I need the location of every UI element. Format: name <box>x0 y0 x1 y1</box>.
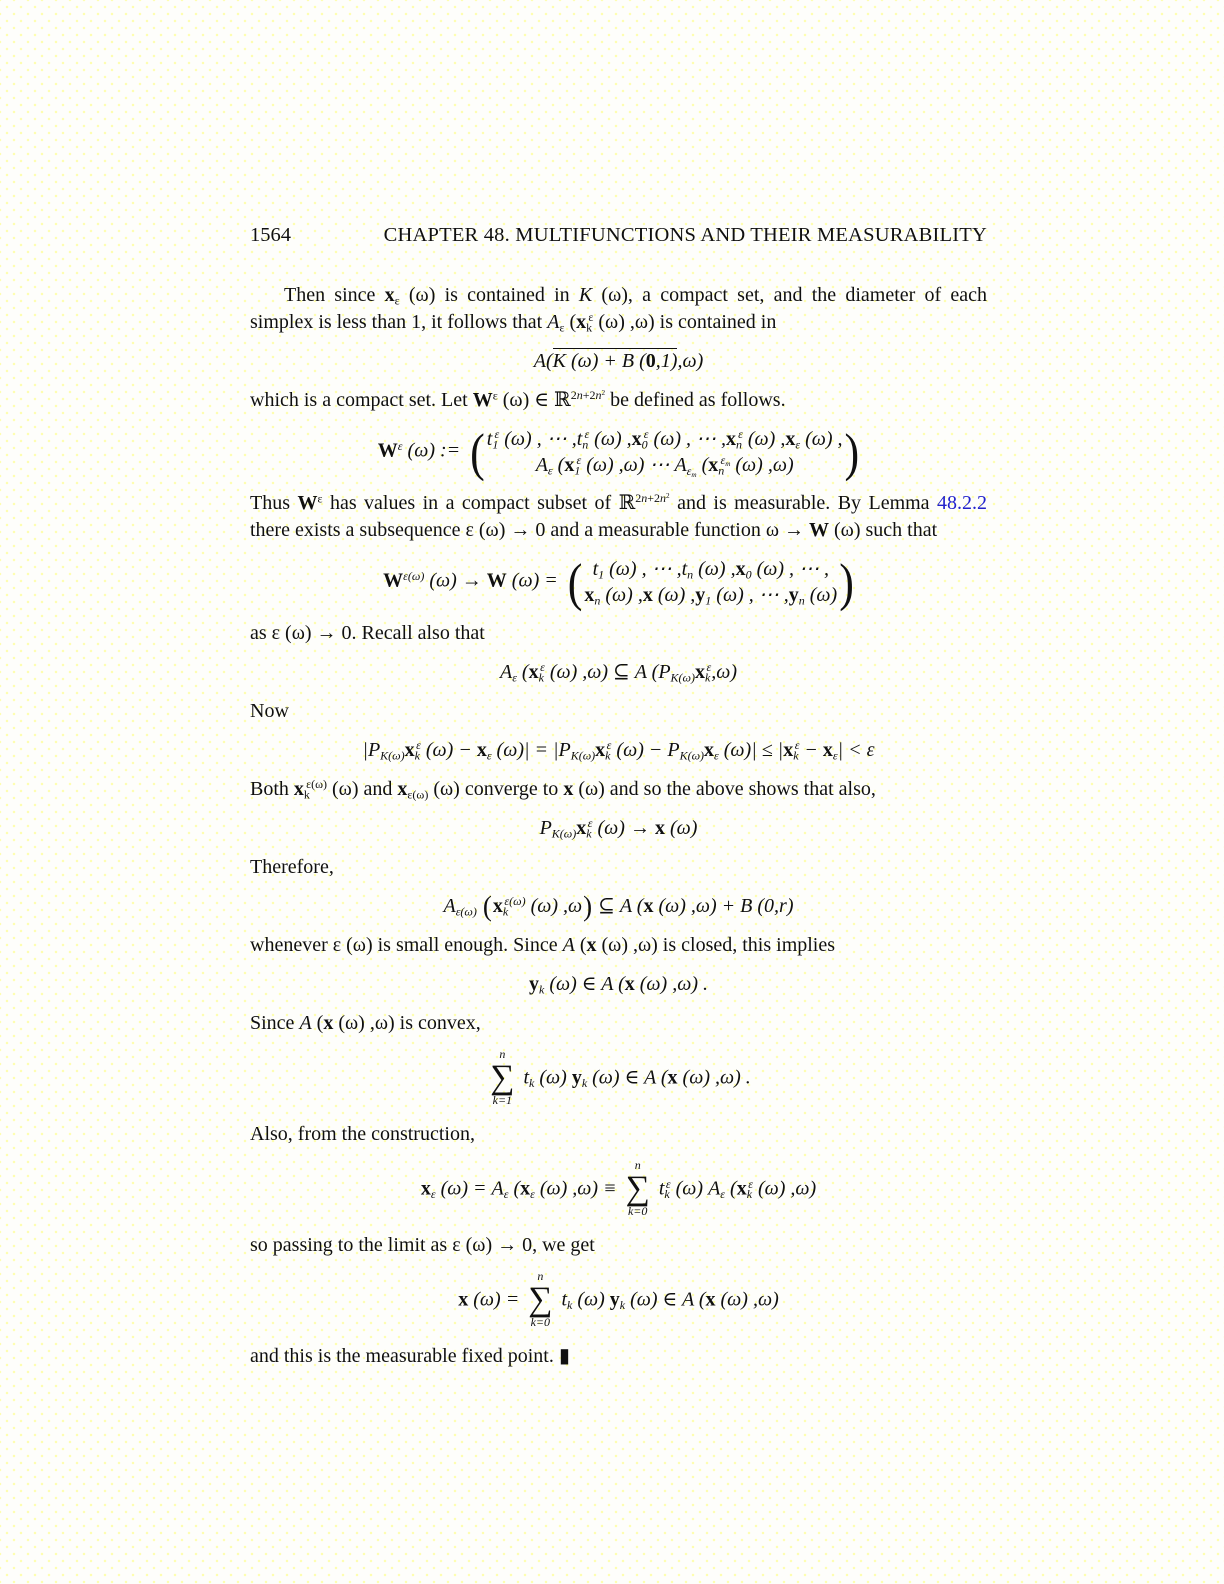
content <box>250 222 987 1373</box>
overline: K (ω) + B (0,1) <box>552 350 678 372</box>
page-body <box>250 282 987 1370</box>
display-equation: $W^{\varepsilon(\omega)}$ (ω) → W (ω) = ( $t_1$ (ω) , ⋯ $,t_n$ (ω) $,x_0$ (ω) , ⋯ , $x_n$ (ω) ,x (ω) $,y_1$ (ω) , ⋯ $,y_n$ (ω) ) <box>383 552 854 612</box>
chapter-title: CHAPTER 48. MULTIFUNCTIONS AND THEIR MEASURABILITY <box>383 224 987 246</box>
display-equation: $A_\varepsilon$ ($x_k^\varepsilon$ (ω) ,ω) ⊆ A $(P_{K(\omega)}x_k^\varepsilon,\omega)$ <box>499 660 738 685</box>
display-equation: A(K (ω) + B (0,1),ω) <box>533 350 704 372</box>
display-equation: $P_{K(\omega)}x_k^\varepsilon$ (ω) → x (ω) <box>539 816 698 841</box>
body-paragraph: Thus $W^\varepsilon$ has values in a compact subset of ℝ$^{2n+2n^2}$ and is measurable. By Lemma 48.2.2 there exists a subsequence ε (ω) → 0 and a measurable function ω → W (ω) such that <box>250 491 988 541</box>
body-paragraph: as ε (ω) → 0. Recall also that <box>250 622 485 644</box>
big-paren-left: ( <box>567 552 583 612</box>
matrix: ( $t_1^\varepsilon$ (ω) , ⋯ $,t_n^\varepsilon$ (ω) $,x_0^\varepsilon$ (ω) , ⋯ $,x_n^\varepsilon$ (ω) $,x_\varepsilon$ (ω) , $A_\varepsilon$ ($x_1^\varepsilon$ (ω) ,ω) ⋯ $A_{\varepsilon_m}$ ($x_n^{\varepsilon_m}$ (ω) ,ω) ) <box>470 422 860 482</box>
summation: n ∑ k=1 <box>490 1047 515 1108</box>
big-paren-left: ( <box>482 890 492 922</box>
body-paragraph: Then since $x_\varepsilon$ (ω) is contained in K (ω), a compact set, and the diameter of each simplex is less than 1, it follows that $A_\varepsilon$ ($x_k^\varepsilon$ (ω) ,ω) is contained in <box>250 284 988 335</box>
big-paren-right: ) <box>583 890 593 922</box>
body-paragraph: so passing to the limit as ε (ω) → 0, we get <box>250 1233 595 1256</box>
big-paren-right: ) <box>844 422 860 482</box>
lemma-reference-link[interactable]: 48.2.2 <box>937 492 988 514</box>
summation: n ∑ k=0 <box>625 1157 650 1218</box>
display-equation: $|P_{K(\omega)}x_k^\varepsilon$ $(\omega) - x_\varepsilon$ $(\omega)| = |P_{K(\omega)}x_k^\varepsilon$ $(\omega) - P_{K(\omega)}x_\varepsilon$ $(\omega)| \le |x_k^\varepsilon - x_\varepsilon| < \varepsilon$ <box>362 738 875 763</box>
page-number: 1564 <box>250 224 291 246</box>
body-paragraph: which is a compact set. Let $W^\varepsilon$ (ω) ∈ ℝ$^{2n+2n^2}$ be defined as follows. <box>250 388 786 411</box>
display-equation: $W^\varepsilon$ (ω) := ( $t_1^\varepsilon$ (ω) , ⋯ $,t_n^\varepsilon$ (ω) $,x_0^\varepsilon$ (ω) , ⋯ $,x_n^\varepsilon$ (ω) $,x_\varepsilon$ (ω) , $A_\varepsilon$ ($x_1^\varepsilon$ (ω) ,ω) ⋯ $A_{\varepsilon_m}$ ($x_n^{\varepsilon_m}$ (ω) ,ω) ) <box>377 422 860 482</box>
body-paragraph: Also, from the construction, <box>250 1122 475 1145</box>
display-equation: x (ω) = n ∑ k=0 $t_k$ (ω) $y_k$ (ω) ∈ A (x (ω) ,ω) <box>458 1268 779 1329</box>
body-paragraph: Since A (x (ω) ,ω) is convex, <box>250 1012 481 1034</box>
display-equation: $y_k$ (ω) ∈ A (x (ω) ,ω) . <box>529 973 708 997</box>
summation: n ∑ k=0 <box>528 1268 553 1329</box>
big-paren-right: ) <box>839 552 854 612</box>
body-paragraph: whenever ε (ω) is small enough. Since A (x (ω) ,ω) is closed, this implies <box>250 934 836 956</box>
body-paragraph: Both $x_k^{\varepsilon(\omega)}$ (ω) and $x_{\varepsilon(\omega)}$ (ω) converge to x (ω) and so the above shows that also, <box>250 777 876 802</box>
body-paragraph: Now <box>250 700 289 722</box>
body-paragraph: and this is the measurable fixed point. ▮ <box>250 1344 570 1367</box>
display-equation: n ∑ k=1 $t_k$ (ω) $y_k$ (ω) ∈ A (x (ω) ,ω) . <box>490 1047 751 1108</box>
matrix: ( $t_1$ (ω) , ⋯ $,t_n$ (ω) $,x_0$ (ω) , ⋯ , $x_n$ (ω) ,x (ω) $,y_1$ (ω) , ⋯ $,y_n$ (ω) ) <box>567 552 854 612</box>
big-paren-left: ( <box>470 422 485 482</box>
display-equation: $x_\varepsilon$ $(\omega) = A_\varepsilon$ ($x_\varepsilon$ (ω) ,ω) ≡ n ∑ k=0 $t_k^\varepsilon$ (ω) $A_\varepsilon$ ($x_k^\varepsilon$ (ω) ,ω) <box>420 1157 817 1218</box>
page-header <box>250 222 987 249</box>
body-paragraph: Therefore, <box>250 856 334 878</box>
display-equation: $A_{\varepsilon(\omega)}$ ($x_k^{\varepsilon(\omega)}$ (ω) ,ω) ⊆ A (x (ω) ,ω) + B (0,r) <box>443 890 794 922</box>
